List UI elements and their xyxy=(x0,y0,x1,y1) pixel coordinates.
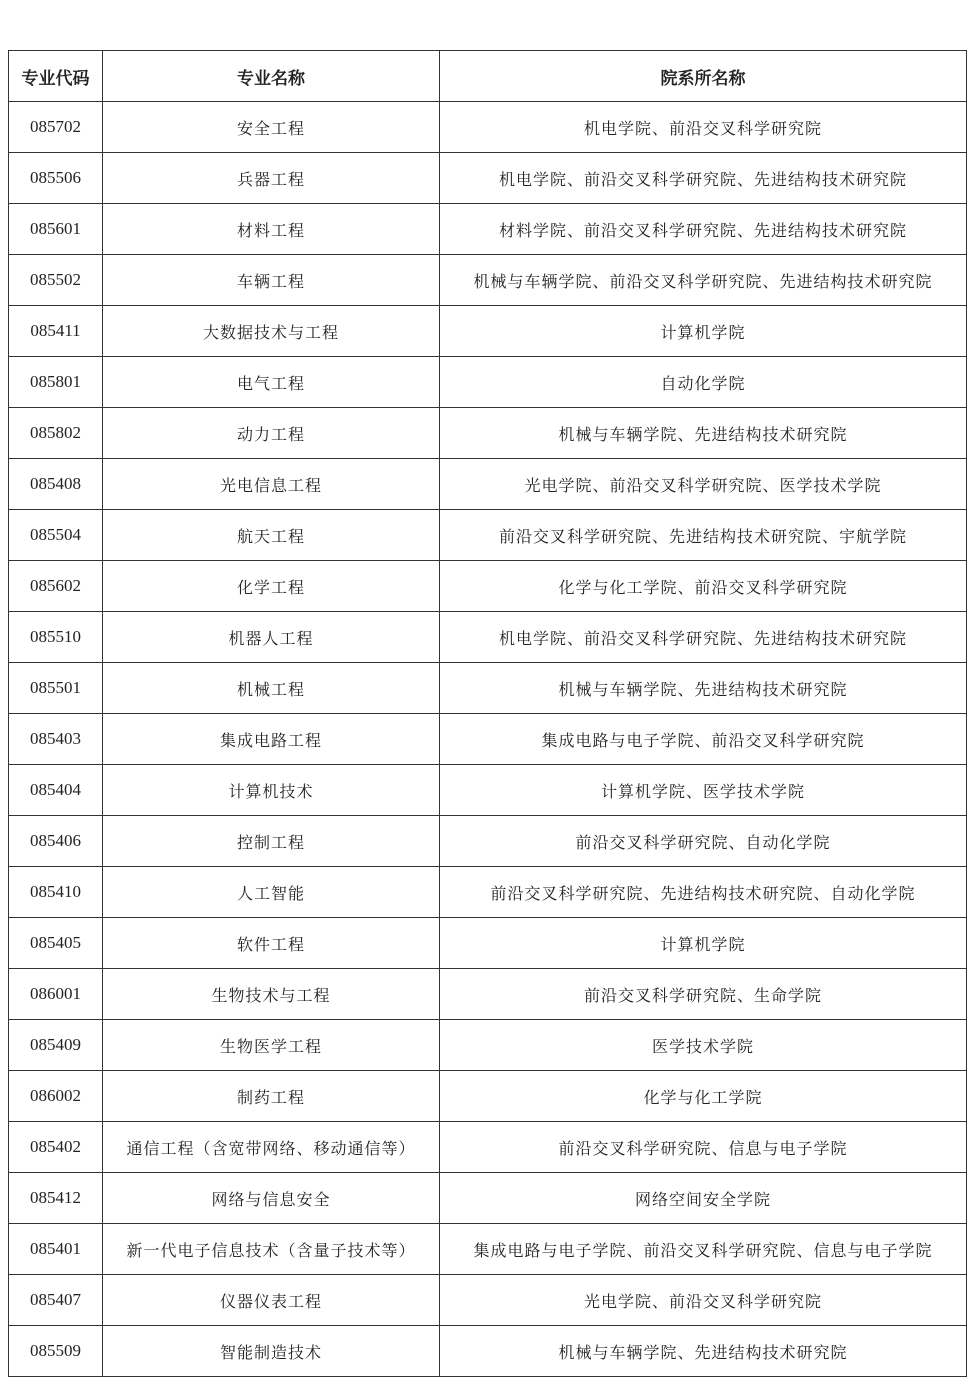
cell-major-name: 生物技术与工程 xyxy=(103,969,440,1020)
cell-major-name: 材料工程 xyxy=(103,204,440,255)
cell-major-code: 085411 xyxy=(9,306,103,357)
cell-major-name: 动力工程 xyxy=(103,408,440,459)
cell-major-name: 计算机技术 xyxy=(103,765,440,816)
header-major: 专业名称 xyxy=(103,51,440,102)
table-row xyxy=(9,1071,967,1122)
cell-department: 机械与车辆学院、先进结构技术研究院 xyxy=(440,408,967,459)
cell-major-code: 085408 xyxy=(9,459,103,510)
majors-table xyxy=(8,50,967,1377)
cell-major-name: 航天工程 xyxy=(103,510,440,561)
table-row xyxy=(9,765,967,816)
cell-department: 计算机学院、医学技术学院 xyxy=(440,765,967,816)
cell-major-code: 085602 xyxy=(9,561,103,612)
cell-major-code: 085501 xyxy=(9,663,103,714)
cell-major-code: 085412 xyxy=(9,1173,103,1224)
cell-major-code: 085801 xyxy=(9,357,103,408)
cell-department: 机械与车辆学院、先进结构技术研究院 xyxy=(440,663,967,714)
cell-major-name: 生物医学工程 xyxy=(103,1020,440,1071)
cell-department: 自动化学院 xyxy=(440,357,967,408)
table-row xyxy=(9,612,967,663)
cell-major-code: 085504 xyxy=(9,510,103,561)
table-row xyxy=(9,918,967,969)
cell-major-name: 集成电路工程 xyxy=(103,714,440,765)
cell-department: 前沿交叉科学研究院、生命学院 xyxy=(440,969,967,1020)
cell-major-name: 车辆工程 xyxy=(103,255,440,306)
cell-department: 化学与化工学院 xyxy=(440,1071,967,1122)
table-row xyxy=(9,510,967,561)
table-row xyxy=(9,1122,967,1173)
cell-major-code: 085702 xyxy=(9,102,103,153)
cell-department: 集成电路与电子学院、前沿交叉科学研究院 xyxy=(440,714,967,765)
cell-major-code: 086002 xyxy=(9,1071,103,1122)
table-body xyxy=(9,102,967,1377)
cell-department: 机械与车辆学院、先进结构技术研究院 xyxy=(440,1326,967,1377)
cell-major-name: 新一代电子信息技术（含量子技术等） xyxy=(103,1224,440,1275)
cell-major-code: 086001 xyxy=(9,969,103,1020)
table-row xyxy=(9,969,967,1020)
cell-major-name: 软件工程 xyxy=(103,918,440,969)
cell-major-code: 085402 xyxy=(9,1122,103,1173)
cell-major-code: 085601 xyxy=(9,204,103,255)
table-row xyxy=(9,714,967,765)
cell-major-name: 网络与信息安全 xyxy=(103,1173,440,1224)
cell-department: 光电学院、前沿交叉科学研究院 xyxy=(440,1275,967,1326)
cell-department: 计算机学院 xyxy=(440,306,967,357)
cell-major-name: 光电信息工程 xyxy=(103,459,440,510)
cell-major-name: 控制工程 xyxy=(103,816,440,867)
cell-major-code: 085409 xyxy=(9,1020,103,1071)
table-row xyxy=(9,102,967,153)
cell-major-code: 085509 xyxy=(9,1326,103,1377)
cell-major-name: 机器人工程 xyxy=(103,612,440,663)
cell-major-code: 085403 xyxy=(9,714,103,765)
cell-major-name: 人工智能 xyxy=(103,867,440,918)
cell-major-code: 085510 xyxy=(9,612,103,663)
table-row xyxy=(9,357,967,408)
table-row xyxy=(9,1326,967,1377)
cell-department: 前沿交叉科学研究院、自动化学院 xyxy=(440,816,967,867)
cell-department: 机电学院、前沿交叉科学研究院 xyxy=(440,102,967,153)
cell-major-code: 085506 xyxy=(9,153,103,204)
table-row xyxy=(9,153,967,204)
cell-department: 网络空间安全学院 xyxy=(440,1173,967,1224)
cell-department: 化学与化工学院、前沿交叉科学研究院 xyxy=(440,561,967,612)
table-row xyxy=(9,1173,967,1224)
header-dept: 院系所名称 xyxy=(440,51,967,102)
cell-major-code: 085405 xyxy=(9,918,103,969)
cell-department: 计算机学院 xyxy=(440,918,967,969)
cell-department: 集成电路与电子学院、前沿交叉科学研究院、信息与电子学院 xyxy=(440,1224,967,1275)
cell-major-name: 仪器仪表工程 xyxy=(103,1275,440,1326)
cell-major-name: 智能制造技术 xyxy=(103,1326,440,1377)
cell-major-code: 085802 xyxy=(9,408,103,459)
table-row xyxy=(9,867,967,918)
cell-major-code: 085407 xyxy=(9,1275,103,1326)
cell-major-name: 电气工程 xyxy=(103,357,440,408)
table-row xyxy=(9,204,967,255)
cell-major-name: 化学工程 xyxy=(103,561,440,612)
header-row xyxy=(9,51,967,102)
cell-department: 前沿交叉科学研究院、信息与电子学院 xyxy=(440,1122,967,1173)
cell-major-name: 制药工程 xyxy=(103,1071,440,1122)
table-row xyxy=(9,663,967,714)
cell-major-name: 通信工程（含宽带网络、移动通信等） xyxy=(103,1122,440,1173)
table-row xyxy=(9,816,967,867)
cell-department: 机械与车辆学院、前沿交叉科学研究院、先进结构技术研究院 xyxy=(440,255,967,306)
cell-department: 材料学院、前沿交叉科学研究院、先进结构技术研究院 xyxy=(440,204,967,255)
cell-department: 机电学院、前沿交叉科学研究院、先进结构技术研究院 xyxy=(440,612,967,663)
cell-major-name: 兵器工程 xyxy=(103,153,440,204)
cell-major-code: 085401 xyxy=(9,1224,103,1275)
cell-major-code: 085406 xyxy=(9,816,103,867)
table-row xyxy=(9,561,967,612)
table-row xyxy=(9,255,967,306)
header-code: 专业代码 xyxy=(9,51,103,102)
table-row xyxy=(9,306,967,357)
cell-department: 医学技术学院 xyxy=(440,1020,967,1071)
cell-major-code: 085404 xyxy=(9,765,103,816)
cell-major-name: 安全工程 xyxy=(103,102,440,153)
table-row xyxy=(9,1020,967,1071)
table-row xyxy=(9,408,967,459)
cell-major-code: 085502 xyxy=(9,255,103,306)
cell-department: 前沿交叉科学研究院、先进结构技术研究院、宇航学院 xyxy=(440,510,967,561)
cell-department: 前沿交叉科学研究院、先进结构技术研究院、自动化学院 xyxy=(440,867,967,918)
cell-major-code: 085410 xyxy=(9,867,103,918)
cell-department: 光电学院、前沿交叉科学研究院、医学技术学院 xyxy=(440,459,967,510)
table-row xyxy=(9,1275,967,1326)
cell-department: 机电学院、前沿交叉科学研究院、先进结构技术研究院 xyxy=(440,153,967,204)
cell-major-name: 大数据技术与工程 xyxy=(103,306,440,357)
cell-major-name: 机械工程 xyxy=(103,663,440,714)
table-row xyxy=(9,459,967,510)
table-row xyxy=(9,1224,967,1275)
